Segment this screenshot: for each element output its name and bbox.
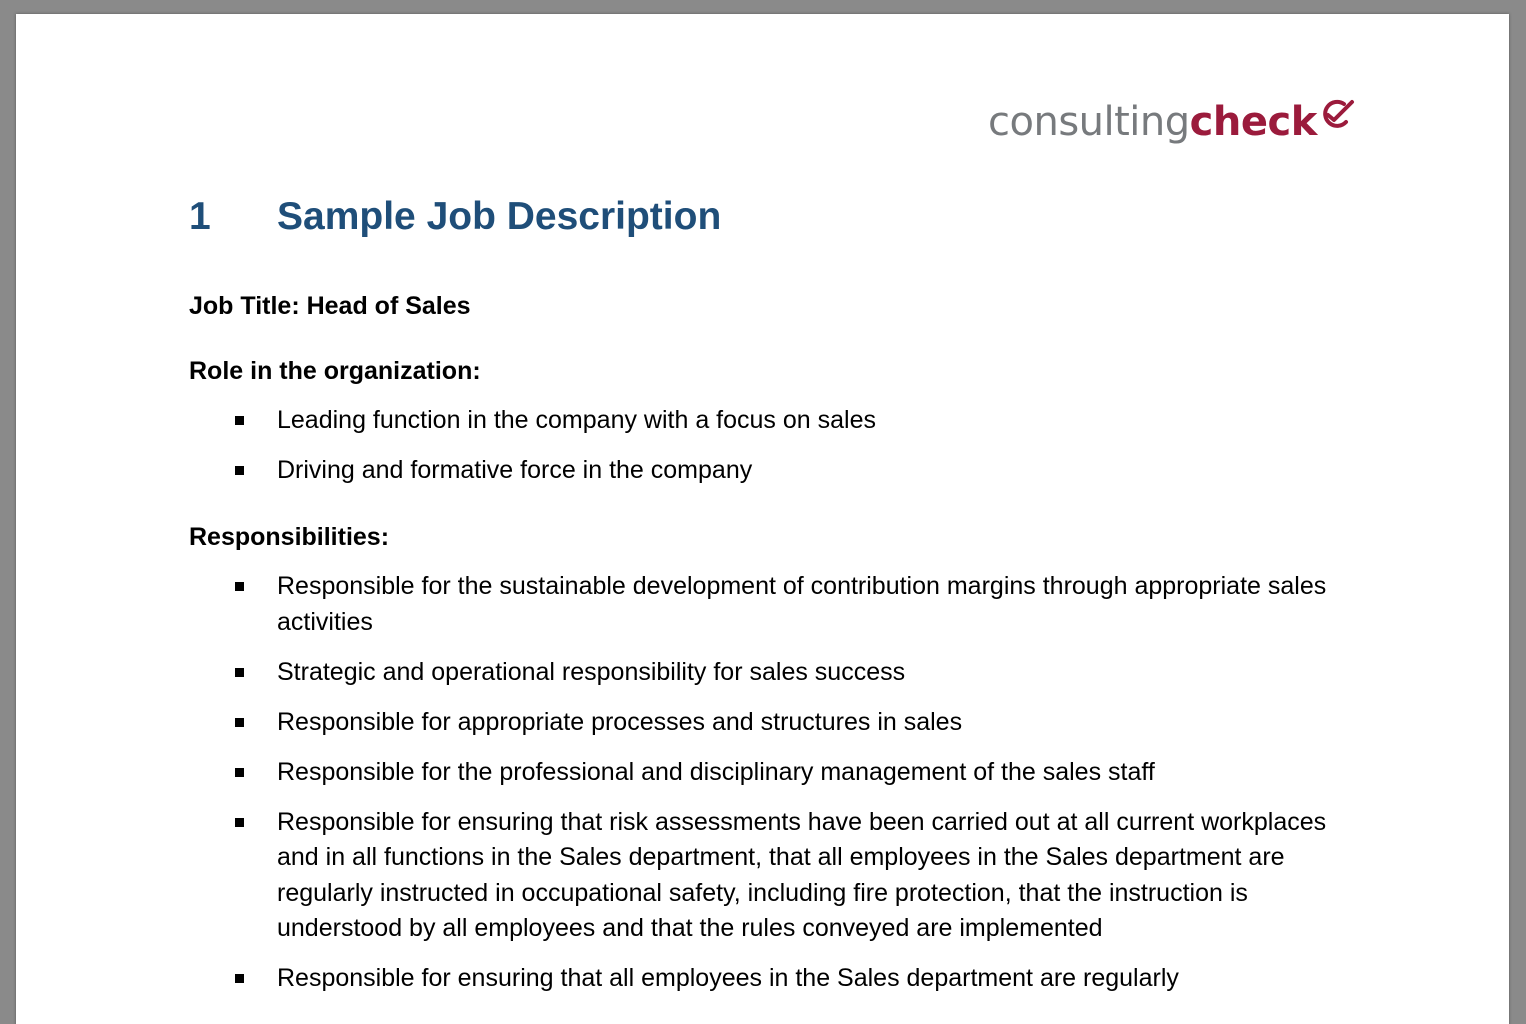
square-bullet-icon [235,466,244,475]
section-heading [189,192,721,242]
square-bullet-icon [235,668,244,677]
checkmark-logo-icon [1318,98,1356,137]
list-item [232,755,1352,791]
role-list [232,403,1352,503]
logo-text-consulting: consulting [988,99,1190,145]
responsibilities-list [232,569,1352,1011]
list-item [232,805,1352,947]
list-item-text: Strategic and operational responsibility for sales success [277,657,906,686]
list-item [232,569,1352,640]
square-bullet-icon [235,974,244,983]
section-title: Sample Job Description [277,195,722,238]
square-bullet-icon [235,818,244,827]
role-heading: Role in the organization: [189,357,481,385]
list-item-text: Responsible for the professional and disciplinary management of the sales staff [277,757,1155,786]
list-item-text: Responsible for ensuring that risk assessments have been carried out at all current workplaces and in all functions in the Sales department, that all employees in the Sales department are regularly instructed in occupational safety, including fire protection, that the instruction is understood by all employees and that the rules conveyed are implemented [277,807,1327,942]
document-page [16,14,1509,1024]
job-title: Job Title: Head of Sales [189,292,471,320]
square-bullet-icon [235,768,244,777]
company-logo [988,94,1356,154]
section-number: 1 [189,195,211,238]
list-item-text: Leading function in the company with a focus on sales [277,406,876,434]
list-item [232,453,1352,489]
list-item-text: Driving and formative force in the company [277,456,753,484]
responsibilities-heading: Responsibilities: [189,523,390,551]
list-item [232,403,1352,439]
square-bullet-icon [235,718,244,727]
list-item-text: Responsible for ensuring that all employees in the Sales department are regularly [277,964,1179,992]
logo-text-check: check [1189,99,1317,145]
square-bullet-icon [235,582,244,591]
list-item [232,705,1352,741]
list-item-text: Responsible for appropriate processes and structures in sales [277,707,963,736]
square-bullet-icon [235,416,244,425]
list-item [232,655,1352,691]
list-item-text: Responsible for the sustainable development of contribution margins through appropriate sales activities [277,572,1327,636]
list-item [232,961,1352,997]
